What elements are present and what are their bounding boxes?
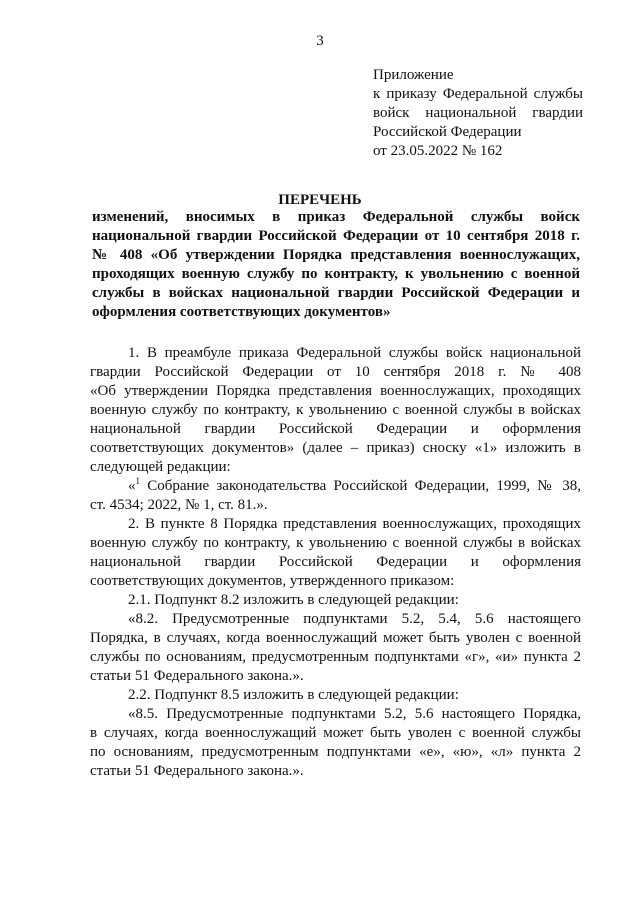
- paragraph-line: в случаях, когда военнослужащий может быть уволен с военной службы: [90, 725, 581, 741]
- paragraph-line: Порядка, в случаях, когда военнослужащий может быть уволен с военной: [90, 630, 581, 646]
- paragraph-line: службы по основаниям, предусмотренным подпунктами «г», «и» пункта 2: [90, 649, 581, 665]
- document-subtitle: [92, 208, 580, 322]
- subtitle-line: № 408 «Об утверждении Порядка представления военнослужащих,: [92, 247, 580, 263]
- footnote-text: Собрание законодательства Российской Федерации, 1999, № 38,: [140, 478, 581, 494]
- subtitle-line: службы в войсках национальной гвардии Российской Федерации и: [92, 285, 580, 301]
- appendix-line: от 23.05.2022 № 162: [373, 143, 503, 159]
- appendix-line: Приложение: [373, 67, 454, 83]
- paragraph-line: военную службу по контракту, к увольнению с военной службы в войсках: [90, 535, 581, 551]
- paragraph-line: национальной гвардии Российской Федерации и оформления: [90, 554, 581, 570]
- paragraph-line: «8.2. Предусмотренные подпунктами 5.2, 5.4, 5.6 настоящего: [128, 611, 581, 627]
- paragraph-line: «Об утверждении Порядка представления военнослужащих, проходящих: [90, 383, 581, 399]
- paragraph-line: соответствующих документов, утвержденного приказом:: [90, 573, 455, 589]
- paragraph-line: статьи 51 Федерального закона.».: [90, 763, 304, 779]
- footnote-line: [90, 477, 581, 496]
- footnote-superscript: 1: [135, 476, 140, 486]
- paragraph-line: 2.1. Подпункт 8.2 изложить в следующей редакции:: [128, 592, 459, 608]
- footnote-quote: «: [128, 478, 136, 494]
- paragraph-line: соответствующих документов» (далее – приказ) сноску «1» изложить в: [90, 440, 581, 456]
- document-body: [90, 344, 581, 781]
- appendix-line: Российской Федерации: [373, 124, 522, 140]
- paragraph-line: 2.2. Подпункт 8.5 изложить в следующей редакции:: [128, 687, 459, 703]
- appendix-block: [373, 66, 583, 161]
- subtitle-line: изменений, вносимых в приказ Федеральной службы войск: [92, 209, 580, 225]
- page-number: 3: [316, 33, 324, 49]
- footnote-line: ст. 4534; 2022, № 1, ст. 81.».: [90, 497, 268, 513]
- paragraph-line: национальной гвардии Российской Федерации и оформления: [90, 421, 581, 437]
- appendix-line: войск национальной гвардии: [373, 105, 583, 121]
- paragraph-line: 2. В пункте 8 Порядка представления военнослужащих, проходящих: [128, 516, 581, 532]
- paragraph-line: следующей редакции:: [90, 459, 231, 475]
- appendix-line: к приказу Федеральной службы: [373, 86, 583, 102]
- subtitle-line: оформления соответствующих документов»: [92, 304, 391, 320]
- subtitle-line: национальной гвардии Российской Федерации от 10 сентября 2018 г.: [92, 228, 580, 244]
- paragraph-line: по основаниям, предусмотренным подпунктами «е», «ю», «л» пункта 2: [90, 744, 581, 760]
- paragraph-line: гвардии Российской Федерации от 10 сентября 2018 г. № 408: [90, 364, 581, 380]
- paragraph-line: 1. В преамбуле приказа Федеральной службы войск национальной: [128, 345, 581, 361]
- paragraph-line: «8.5. Предусмотренные подпунктами 5.2, 5.6 настоящего Порядка,: [128, 706, 581, 722]
- paragraph-line: военную службу по контракту, к увольнению с военной службы в войсках: [90, 402, 581, 418]
- subtitle-line: проходящих военную службу по контракту, к увольнению с военной: [92, 266, 580, 282]
- paragraph-line: статьи 51 Федерального закона.».: [90, 668, 304, 684]
- document-title: ПЕРЕЧЕНЬ: [278, 192, 362, 208]
